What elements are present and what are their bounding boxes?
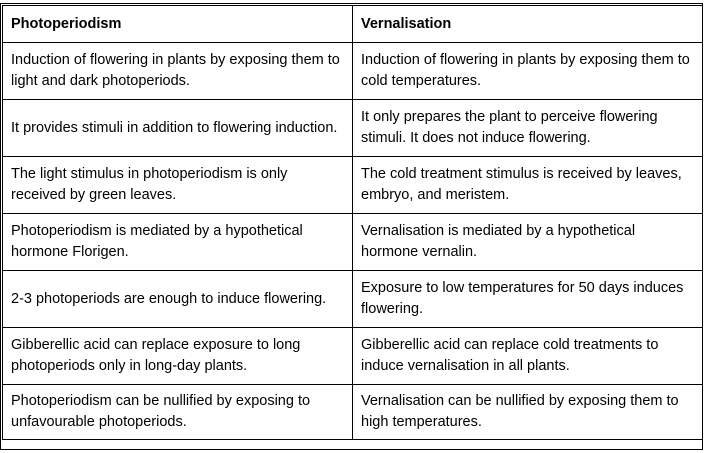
- table-row: [3, 100, 703, 157]
- cell-vernalisation: It only prepares the plant to perceive flowering stimuli. It does not induce flowering.: [353, 100, 703, 157]
- header-vernalisation: Vernalisation: [353, 6, 703, 43]
- cell-vernalisation: The cold treatment stimulus is received by leaves, embryo, and meristem.: [353, 157, 703, 214]
- table-row: [3, 214, 703, 271]
- cell-photoperiodism: The light stimulus in photoperiodism is only received by green leaves.: [3, 157, 353, 214]
- cell-vernalisation: Vernalisation can be nullified by exposing them to high temperatures.: [353, 385, 703, 440]
- header-photoperiodism: Photoperiodism: [3, 6, 353, 43]
- comparison-table: [2, 5, 703, 440]
- table-row: [3, 271, 703, 328]
- cell-photoperiodism: It provides stimuli in addition to flowering induction.: [3, 100, 353, 157]
- cell-vernalisation: Gibberellic acid can replace cold treatments to induce vernalisation in all plants.: [353, 328, 703, 385]
- table-row: [3, 43, 703, 100]
- cell-photoperiodism: Gibberellic acid can replace exposure to long photoperiods only in long-day plants.: [3, 328, 353, 385]
- cell-photoperiodism: 2-3 photoperiods are enough to induce flowering.: [3, 271, 353, 328]
- table-row: [3, 385, 703, 440]
- cell-photoperiodism: Photoperiodism is mediated by a hypothetical hormone Florigen.: [3, 214, 353, 271]
- table-header-row: [3, 6, 703, 43]
- cell-vernalisation: Induction of flowering in plants by exposing them to cold temperatures.: [353, 43, 703, 100]
- table-row: [3, 328, 703, 385]
- cell-vernalisation: Vernalisation is mediated by a hypothetical hormone vernalin.: [353, 214, 703, 271]
- cell-photoperiodism: Photoperiodism can be nullified by exposing to unfavourable photoperiods.: [3, 385, 353, 440]
- comparison-table-container: [2, 5, 703, 440]
- cell-vernalisation: Exposure to low temperatures for 50 days induces flowering.: [353, 271, 703, 328]
- table-row: [3, 157, 703, 214]
- cell-photoperiodism: Induction of flowering in plants by exposing them to light and dark photoperiods.: [3, 43, 353, 100]
